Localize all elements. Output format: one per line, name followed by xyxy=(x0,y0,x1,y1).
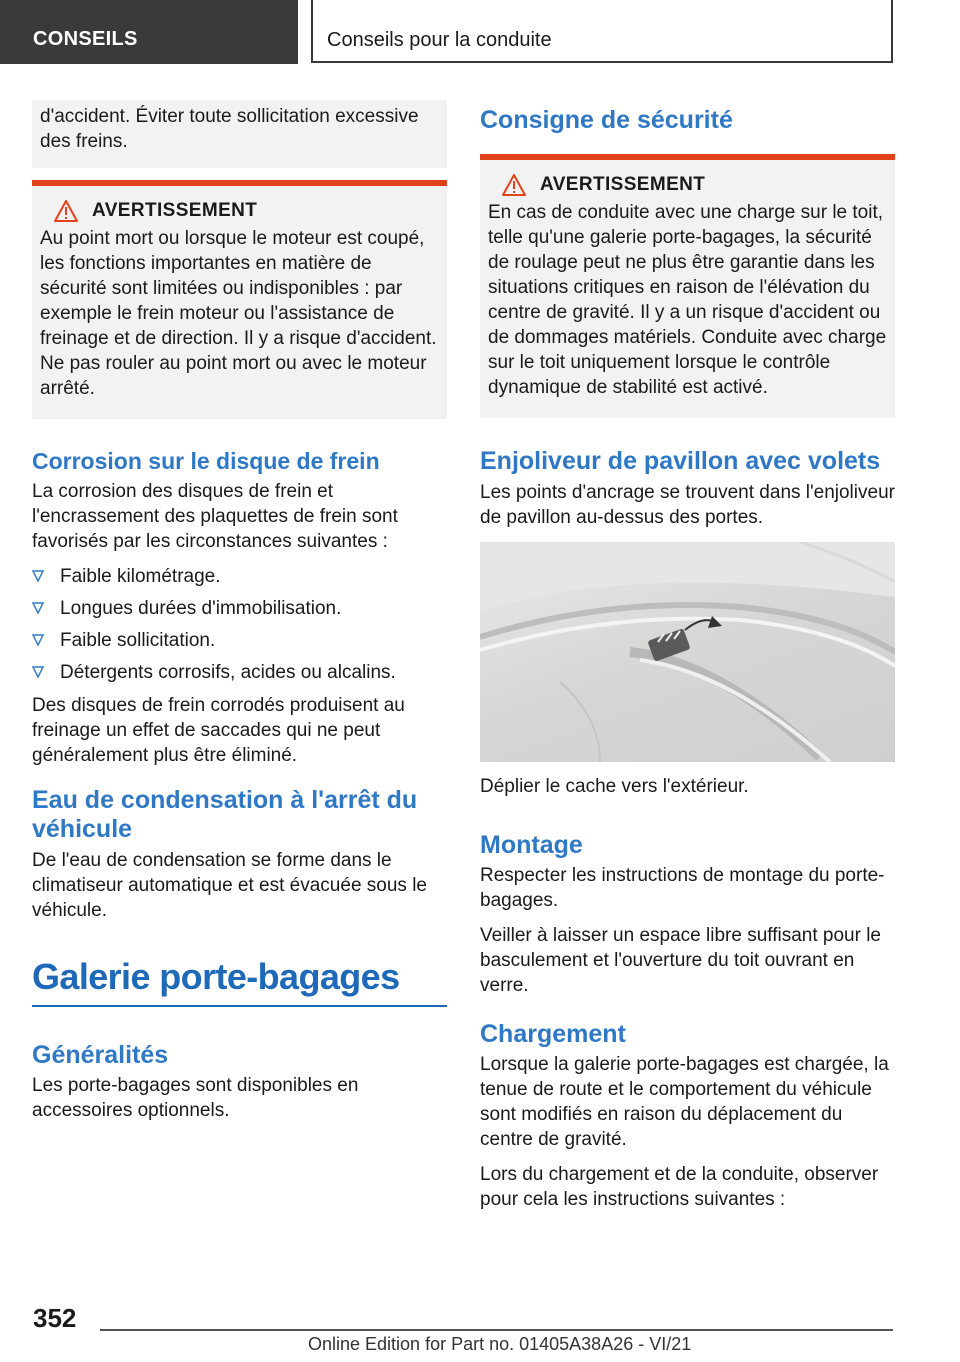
triangle-bullet-icon xyxy=(32,666,44,678)
warning-text: En cas de conduite avec une charge sur le toit, telle qu'une galerie porte-bagages, la sécurité de roulage peut ne plus être garantie dans les situations critiques en raison de l'élévation du centre de gravité. Il y a un risque d'accident ou de dommages matériels. Conduite avec charge sur le toit uniquement lorsque le contrôle dynamique de stabilité est activé. xyxy=(488,202,887,398)
enjoliveur-text: Les points d'ancrage se trouvent dans l'enjoliveur de pavillon au-dessus des portes. xyxy=(480,482,895,528)
left-column xyxy=(32,100,447,1133)
footer-divider xyxy=(100,1329,893,1331)
heading-generalites: Généralités xyxy=(32,1041,169,1069)
corrosion-intro: La corrosion des disques de frein et l'encrassement des plaquettes de frein sont favorisés par les circonstances suivantes : xyxy=(32,481,398,552)
chargement-text2: Lors du chargement et de la conduite, observer pour cela les instructions suivantes : xyxy=(480,1164,879,1210)
heading-corrosion: Corrosion sur le disque de frein xyxy=(32,448,380,474)
montage-text2: Veiller à laisser un espace libre suffisant pour le basculement et l'ouverture du toit ouvrant en verre. xyxy=(480,925,881,996)
warning-title: AVERTISSEMENT xyxy=(92,200,258,221)
list-item: Faible kilométrage. xyxy=(32,564,447,589)
continued-text: d'accident. Éviter toute sollicitation excessive des freins. xyxy=(40,106,419,152)
warning-header xyxy=(488,174,887,196)
heading-condensation: Eau de condensation à l'arrêt du véhicule xyxy=(32,786,418,843)
condensation-text: De l'eau de condensation se forme dans le climatiseur automatique et est évacuée sous le véhicule. xyxy=(32,850,427,921)
heading-montage: Montage xyxy=(480,831,583,859)
chapter-header xyxy=(311,0,893,63)
list-item: Longues durées d'immobilisation. xyxy=(32,596,447,621)
triangle-bullet-icon xyxy=(32,570,44,582)
heading-consigne: Consigne de sécurité xyxy=(480,106,733,134)
list-item: Faible sollicitation. xyxy=(32,628,447,653)
heading-chargement: Chargement xyxy=(480,1020,626,1048)
warning-triangle-icon xyxy=(54,200,78,222)
heading-galerie-wrap xyxy=(32,955,447,1007)
warning-box-roof-load xyxy=(480,154,895,418)
triangle-bullet-icon xyxy=(32,602,44,614)
roof-trim-photo xyxy=(480,542,895,762)
corrosion-list xyxy=(32,564,447,685)
triangle-bullet-icon xyxy=(32,634,44,646)
enjoliveur-caption: Déplier le cache vers l'extérieur. xyxy=(480,776,749,797)
footer-edition: Online Edition for Part no. 01405A38A26 - VI/21 xyxy=(308,1334,692,1354)
heading-enjoliveur: Enjoliveur de pavillon avec volets xyxy=(480,447,881,475)
section-title: CONSEILS xyxy=(33,28,138,50)
chapter-title: Conseils pour la conduite xyxy=(327,29,552,51)
warning-header xyxy=(40,200,439,222)
right-column xyxy=(480,100,895,1222)
roof-trim-illustration xyxy=(480,542,895,762)
heading-galerie: Galerie porte-bagages xyxy=(32,956,400,997)
montage-text1: Respecter les instructions de montage du porte-bagages. xyxy=(480,865,885,911)
page-number: 352 xyxy=(33,1303,77,1333)
generalites-text: Les porte-bagages sont disponibles en accessoires optionnels. xyxy=(32,1075,359,1121)
chargement-text1: Lorsque la galerie porte-bagages est chargée, la tenue de route et le comportement du véhicule sont modifiés en raison du déplacement du centre de gravité. xyxy=(480,1054,889,1150)
warning-text: Au point mort ou lorsque le moteur est coupé, les fonctions importantes en matière de sécurité sont limitées ou indisponibles : par exemple le frein moteur ou l'assistance de freinage et de direction. Il y a risque d'accident. Ne pas rouler au point mort ou avec le moteur arrêté. xyxy=(40,228,437,399)
section-tab xyxy=(0,0,298,64)
continued-note-box xyxy=(32,100,447,168)
list-item: Détergents corrosifs, acides ou alcalins. xyxy=(32,660,447,685)
warning-title: AVERTISSEMENT xyxy=(540,174,706,195)
warning-box-neutral xyxy=(32,180,447,419)
corrosion-outro: Des disques de frein corrodés produisent au freinage un effet de saccades qui ne peut généralement plus être éliminé. xyxy=(32,695,405,766)
warning-triangle-icon xyxy=(502,174,526,196)
